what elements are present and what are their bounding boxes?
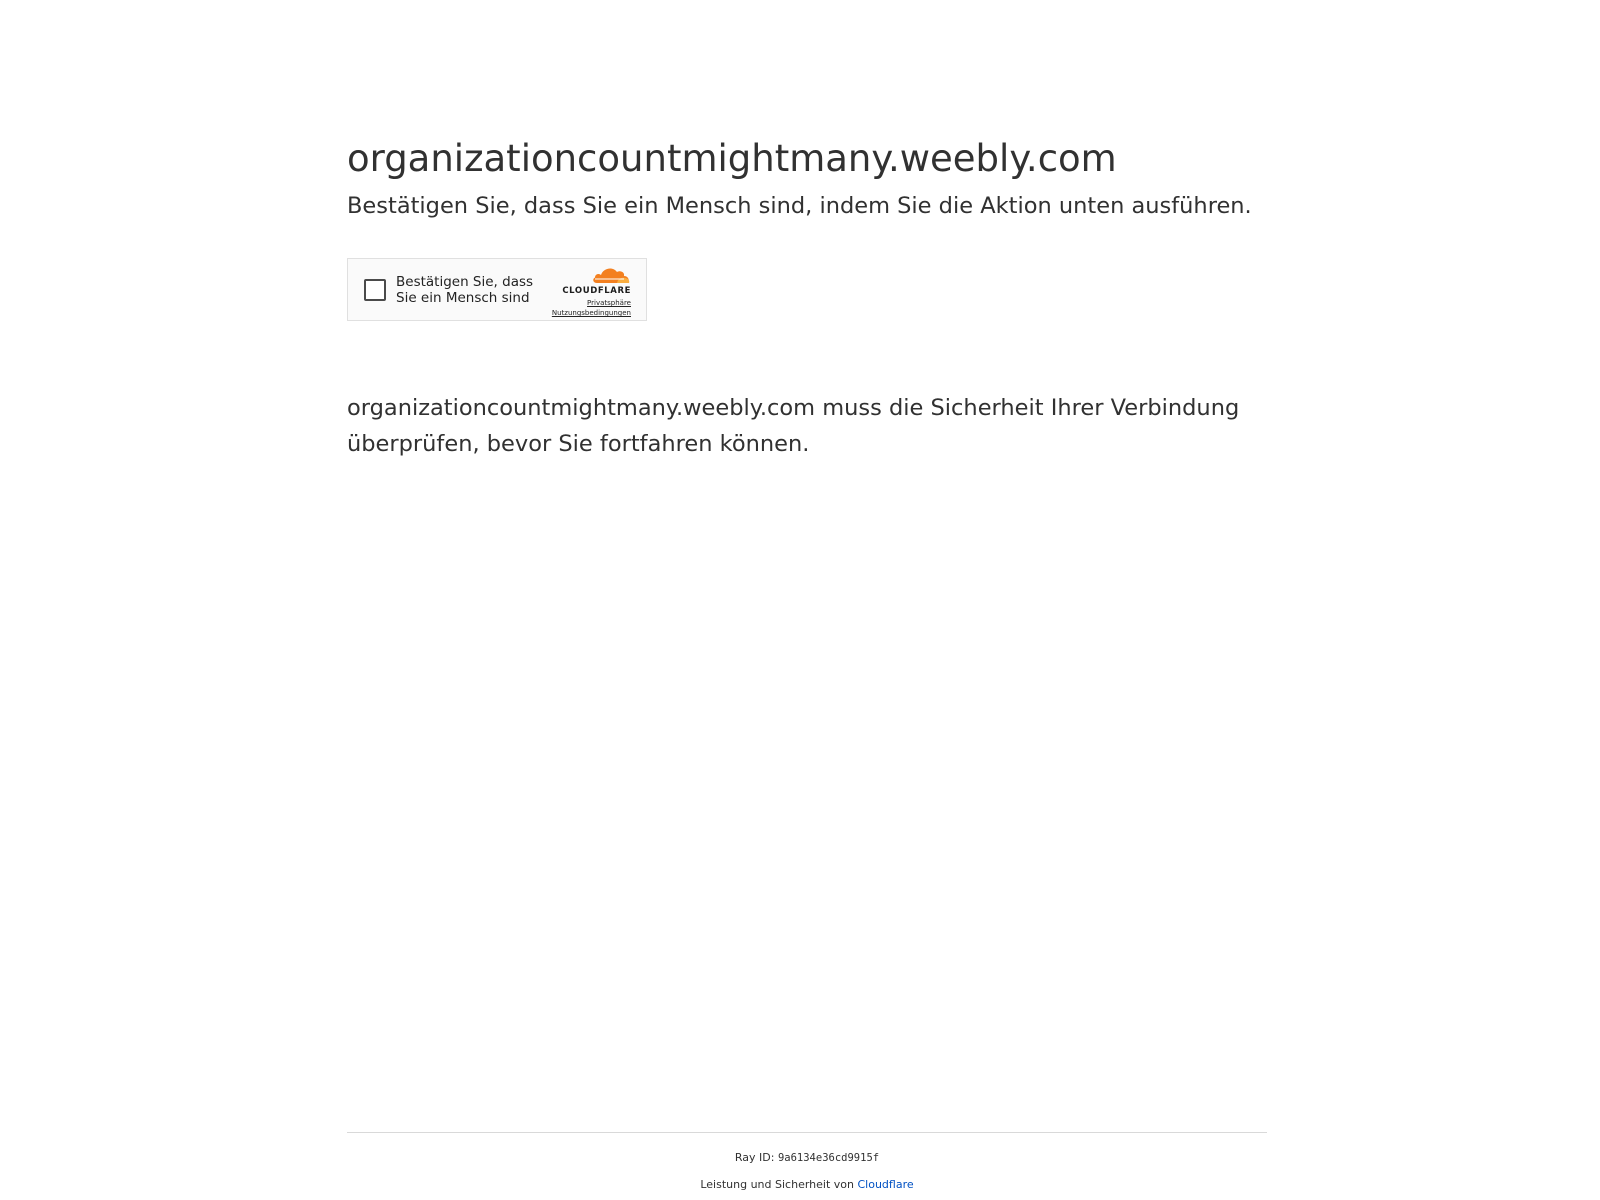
security-notice-line2: überprüfen, bevor Sie fortfahren können. [347, 431, 810, 457]
footer-divider [347, 1132, 1267, 1133]
ray-id-label: Ray ID: [734, 1151, 775, 1164]
security-notice-line1: organizationcountmightmany.weebly.com muss die Sicherheit Ihrer Verbindung [347, 395, 1240, 421]
verify-human-checkbox[interactable] [364, 279, 386, 301]
main-content [347, 134, 1267, 222]
page-title: organizationcountmightmany.weebly.com [347, 137, 1117, 180]
cloudflare-branding [531, 264, 631, 319]
security-notice [347, 390, 1247, 462]
verify-label-line2: Sie ein Mensch sind [396, 290, 530, 306]
cloudflare-cloud-icon [591, 264, 631, 284]
performance-row [347, 1177, 1267, 1193]
ray-id-value: 9a6134e36cd9915f [777, 1152, 880, 1164]
cloudflare-link[interactable]: Cloudflare [857, 1178, 914, 1191]
page-subtitle: Bestätigen Sie, dass Sie ein Mensch sind, indem Sie die Aktion unten ausführen. [347, 193, 1252, 219]
human-verification-widget [347, 258, 647, 321]
verify-label-line1: Bestätigen Sie, dass [396, 274, 534, 290]
terms-link[interactable]: Nutzungsbedingungen [551, 309, 631, 317]
cloudflare-wordmark: CLOUDFLARE [562, 286, 631, 296]
privacy-link[interactable]: Privatsphäre [587, 299, 631, 307]
verify-human-label[interactable] [396, 274, 536, 306]
performance-text: Leistung und Sicherheit von [700, 1178, 854, 1191]
ray-id-row [347, 1150, 1267, 1166]
